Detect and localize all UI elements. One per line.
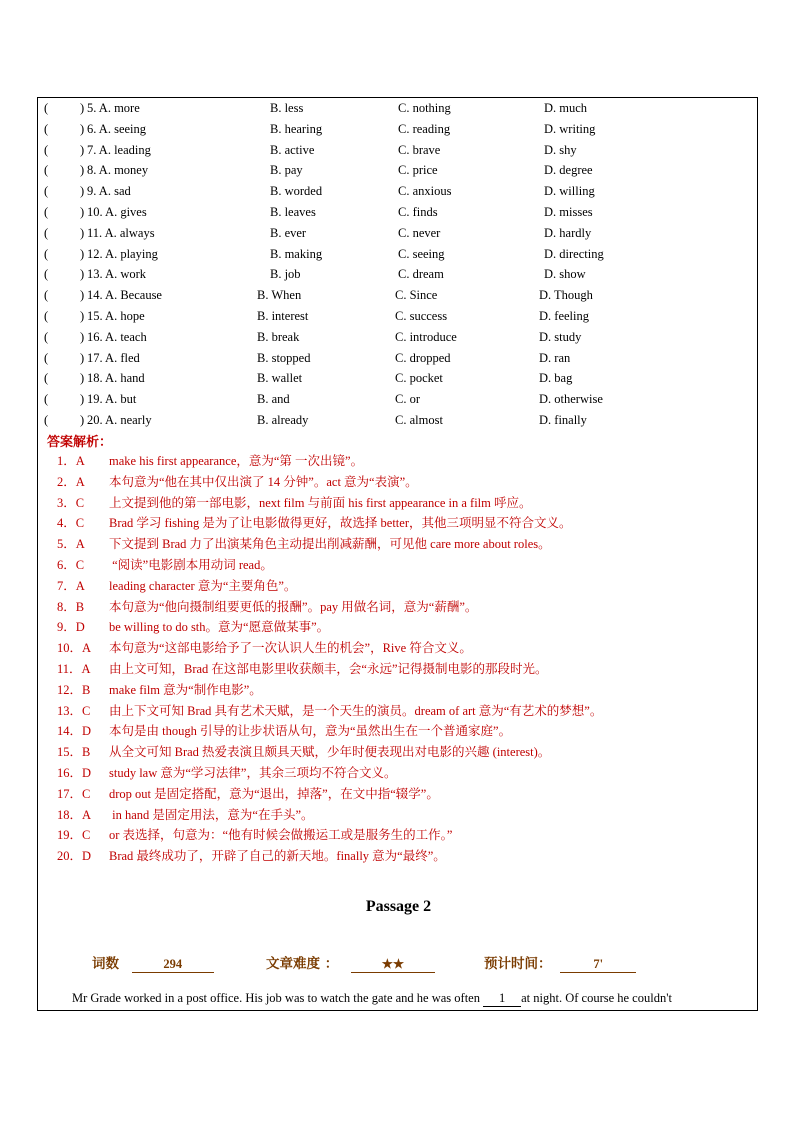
question-row bbox=[38, 264, 757, 285]
explanation-text: 本句意为“他向摄制组要更低的报酬”。pay 用做名词，意为“薪酬”。 bbox=[109, 599, 478, 614]
option-d: D. ran bbox=[539, 350, 571, 365]
explanation-text: 从全文可知 Brad 热爱表演且颇具天赋，少年时便表现出对电影的兴趣 (interest)。 bbox=[109, 745, 551, 760]
option-a: 5. A. more bbox=[87, 101, 140, 115]
explanation-text: leading character 意为“主要角色”。 bbox=[109, 578, 297, 593]
option-d: D. study bbox=[539, 329, 582, 344]
explanation-number: 3．C bbox=[57, 495, 85, 510]
explanation-number: 12．B bbox=[57, 682, 91, 697]
paren: ( bbox=[44, 205, 49, 219]
option-b: B. ever bbox=[270, 225, 307, 240]
explanation-number: 18．A bbox=[57, 807, 92, 822]
answer-heading: 答案解析： bbox=[47, 435, 113, 450]
time-label: 预计时间： bbox=[484, 956, 552, 972]
option-c: C. finds bbox=[398, 205, 438, 219]
question-row bbox=[38, 410, 757, 431]
option-c: C. dream bbox=[398, 267, 444, 282]
option-a: 8. A. money bbox=[87, 163, 149, 178]
explanation-text: 下文提到 Brad 力了出演某角色主动提出削减薪酬，可见他 care more about roles。 bbox=[109, 537, 551, 552]
explanation-text: 上文提到他的第一部电影，next film 与前面 his first appearance in a film 呼应。 bbox=[109, 495, 532, 510]
explanation-number: 16．D bbox=[57, 766, 92, 780]
explanation-text: 本句意为“他在其中仅出演了 14 分钟”。act 意为“表演”。 bbox=[109, 474, 418, 489]
paren: ( bbox=[44, 371, 49, 386]
option-c: C. never bbox=[398, 225, 441, 240]
paren: ( bbox=[44, 163, 49, 178]
option-a: 7. A. leading bbox=[87, 142, 151, 157]
question-row bbox=[38, 202, 757, 223]
option-d: D. much bbox=[544, 101, 588, 115]
question-row bbox=[38, 223, 757, 244]
option-a: 6. A. seeing bbox=[87, 121, 147, 136]
option-d: D. hardly bbox=[544, 225, 592, 240]
option-a: 17. A. fled bbox=[87, 350, 140, 365]
option-c: C. Since bbox=[395, 288, 438, 303]
option-c: C. seeing bbox=[398, 246, 445, 261]
question-row bbox=[38, 244, 757, 265]
option-a: 11. A. always bbox=[87, 225, 155, 240]
question-row bbox=[38, 348, 757, 369]
explanation-number: 7．A bbox=[57, 578, 85, 593]
explanation-text: Brad 最终成功了，开辟了自己的新天地。finally 意为“最终”。 bbox=[109, 849, 446, 864]
option-a: 13. A. work bbox=[87, 267, 147, 282]
option-b: B. break bbox=[257, 329, 300, 344]
option-a: 19. A. but bbox=[87, 392, 137, 407]
word-count-value: 294 bbox=[132, 957, 214, 973]
explanation-text: in hand 是固定用法，意为“在手头”。 bbox=[109, 807, 314, 822]
explanation-text: 本句是由 though 引导的让步状语从句，意为“虽然出生在一个普通家庭”。 bbox=[109, 724, 512, 739]
explanation-row bbox=[57, 701, 602, 722]
close: ) bbox=[80, 184, 85, 199]
question-row bbox=[38, 327, 757, 348]
close: ) bbox=[80, 205, 85, 219]
option-d: D. writing bbox=[544, 121, 596, 136]
option-d: D. show bbox=[544, 267, 586, 282]
explanation-text: drop out 是固定搭配，意为“退出，掉落”，在文中指“辍学”。 bbox=[109, 786, 439, 801]
explanation-text: or 表选择，句意为：“他有时候会做搬运工或是服务生的工作。” bbox=[109, 828, 453, 843]
option-c: C. success bbox=[395, 309, 448, 323]
paren: ( bbox=[44, 142, 49, 157]
paren: ( bbox=[44, 309, 49, 323]
paren: ( bbox=[44, 350, 49, 365]
explanation-number: 11．A bbox=[57, 662, 91, 676]
explanation-row bbox=[57, 617, 329, 638]
close: ) bbox=[80, 121, 85, 136]
passage-text-after: at night. Of course he couldn't bbox=[521, 991, 672, 1005]
option-b: B. hearing bbox=[270, 121, 323, 136]
explanation-row bbox=[57, 680, 262, 701]
question-row bbox=[38, 160, 757, 181]
close: ) bbox=[80, 329, 85, 344]
explanation-row bbox=[57, 451, 363, 472]
option-b: B. making bbox=[270, 246, 323, 261]
question-row bbox=[38, 368, 757, 389]
paren: ( bbox=[44, 184, 49, 199]
option-a: 20. A. nearly bbox=[87, 413, 152, 427]
word-count bbox=[92, 952, 214, 973]
option-b: B. already bbox=[257, 413, 309, 427]
explanation-number: 5．A bbox=[57, 537, 85, 552]
explanation-number: 20．D bbox=[57, 849, 92, 864]
explanation-row bbox=[57, 555, 273, 576]
explanation-text: 由上下文可知 Brad 具有艺术天赋，是一个天生的演员。dream of art 意为“有艺术的梦想”。 bbox=[109, 703, 603, 718]
explanation-row bbox=[57, 721, 511, 742]
option-a: 18. A. hand bbox=[87, 371, 145, 386]
explanation-text: make film 意为“制作电影”。 bbox=[109, 682, 262, 697]
option-b: B. When bbox=[257, 288, 302, 303]
explanation-row bbox=[57, 576, 296, 597]
explanation-number: 8．B bbox=[57, 599, 85, 614]
option-b: B. active bbox=[270, 142, 315, 157]
explanation-number: 14．D bbox=[57, 724, 92, 739]
option-c: C. brave bbox=[398, 142, 441, 157]
explanation-number: 1．A bbox=[57, 454, 85, 468]
explanation-number: 10．A bbox=[57, 641, 92, 656]
explanation-row bbox=[57, 742, 550, 763]
close: ) bbox=[80, 142, 85, 157]
explanation-row bbox=[57, 597, 477, 618]
option-d: D. shy bbox=[544, 142, 577, 157]
difficulty-stars: ★★ bbox=[351, 956, 435, 973]
time-value: 7' bbox=[560, 957, 636, 973]
option-c: C. almost bbox=[395, 413, 443, 427]
paren: ( bbox=[44, 392, 49, 407]
explanation-row bbox=[57, 784, 439, 805]
explanation-number: 19．C bbox=[57, 828, 91, 843]
blank-1: 1 bbox=[483, 991, 521, 1007]
close: ) bbox=[80, 309, 85, 323]
option-b: B. worded bbox=[270, 184, 323, 199]
passage-text-before: Mr Grade worked in a post office. His job was to watch the gate and he was often bbox=[72, 991, 480, 1005]
option-a: 16. A. teach bbox=[87, 329, 147, 344]
explanation-row bbox=[57, 805, 314, 826]
option-a: 15. A. hope bbox=[87, 309, 145, 323]
option-d: D. Though bbox=[539, 288, 593, 303]
option-c: C. introduce bbox=[395, 329, 457, 344]
document-frame bbox=[37, 97, 758, 1011]
explanation-row bbox=[57, 472, 418, 493]
option-d: D. otherwise bbox=[539, 392, 603, 407]
question-row bbox=[38, 140, 757, 161]
explanation-text: study law 意为“学习法律”，其余三项均不符合文义。 bbox=[109, 766, 397, 780]
option-c: C. or bbox=[395, 392, 420, 407]
close: ) bbox=[80, 246, 85, 261]
close: ) bbox=[80, 371, 85, 386]
explanation-row bbox=[57, 493, 532, 514]
explanation-text: be willing to do sth。意为“愿意做某事”。 bbox=[109, 620, 330, 635]
explanation-number: 4．C bbox=[57, 516, 85, 531]
option-d: D. finally bbox=[539, 413, 587, 427]
option-b: B. leaves bbox=[270, 205, 316, 219]
option-a: 14. A. Because bbox=[87, 288, 162, 303]
option-b: B. less bbox=[270, 101, 304, 115]
option-a: 9. A. sad bbox=[87, 184, 131, 199]
option-b: B. and bbox=[257, 392, 290, 407]
paren: ( bbox=[44, 246, 49, 261]
question-row bbox=[38, 181, 757, 202]
paren: ( bbox=[44, 121, 49, 136]
paren: ( bbox=[44, 267, 49, 282]
option-a: 10. A. gives bbox=[87, 205, 147, 219]
option-d: D. bag bbox=[539, 371, 573, 386]
option-d: D. feeling bbox=[539, 309, 589, 323]
option-d: D. willing bbox=[544, 184, 595, 199]
explanation-text: 由上文可知，Brad 在这部电影里收获颇丰，会“永远”记得摄制电影的那段时光。 bbox=[109, 662, 548, 676]
passage-title: Passage 2 bbox=[365, 898, 432, 915]
option-b: B. interest bbox=[257, 309, 309, 323]
explanation-row bbox=[57, 763, 396, 784]
word-count-label: 词数 bbox=[92, 956, 119, 972]
close: ) bbox=[80, 101, 85, 115]
close: ) bbox=[80, 163, 85, 178]
option-a: 12. A. playing bbox=[87, 246, 158, 261]
close: ) bbox=[80, 267, 85, 282]
option-c: C. dropped bbox=[395, 350, 451, 365]
explanation-row bbox=[57, 534, 551, 555]
explanation-text: 本句意为“这部电影给予了一次认识人生的机会”，Rive 符合文义。 bbox=[109, 641, 472, 656]
option-c: C. pocket bbox=[395, 371, 443, 386]
explanation-number: 6．C bbox=[57, 558, 85, 572]
option-c: C. anxious bbox=[398, 184, 452, 199]
option-b: B. wallet bbox=[257, 371, 303, 386]
explanation-row bbox=[57, 825, 452, 846]
explanation-number: 13．C bbox=[57, 703, 91, 718]
option-d: D. directing bbox=[544, 246, 604, 261]
option-b: B. job bbox=[270, 267, 301, 282]
paren: ( bbox=[44, 101, 49, 115]
paren: ( bbox=[44, 225, 49, 240]
option-d: D. degree bbox=[544, 163, 593, 178]
question-row bbox=[38, 98, 757, 119]
explanation-text: Brad 学习 fishing 是为了让电影做得更好，故选择 better，其他三项明显不符合文义。 bbox=[109, 516, 572, 531]
explanation-number: 15．B bbox=[57, 745, 91, 760]
paren: ( bbox=[44, 413, 49, 427]
difficulty-label: 文章难度 ： bbox=[266, 956, 339, 972]
paren: ( bbox=[44, 288, 49, 303]
paren: ( bbox=[44, 329, 49, 344]
close: ) bbox=[80, 392, 85, 407]
option-d: D. misses bbox=[544, 205, 593, 219]
option-b: B. stopped bbox=[257, 350, 311, 365]
explanation-row bbox=[57, 513, 571, 534]
close: ) bbox=[80, 288, 85, 303]
option-c: C. reading bbox=[398, 121, 451, 136]
option-b: B. pay bbox=[270, 163, 303, 178]
estimated-time bbox=[484, 952, 636, 973]
difficulty bbox=[266, 952, 435, 973]
question-row bbox=[38, 389, 757, 410]
close: ) bbox=[80, 413, 85, 427]
explanation-text: “阅读”电影剧本用动词 read。 bbox=[109, 558, 273, 572]
passage-text bbox=[72, 991, 672, 1007]
explanation-row bbox=[57, 846, 446, 867]
question-row bbox=[38, 306, 757, 327]
explanation-text: make his first appearance，意为“第 一次出镜”。 bbox=[109, 454, 364, 468]
explanation-number: 9．D bbox=[57, 620, 85, 635]
explanation-number: 2．A bbox=[57, 474, 85, 489]
close: ) bbox=[80, 350, 85, 365]
question-row bbox=[38, 119, 757, 140]
option-c: C. price bbox=[398, 163, 438, 178]
explanation-row bbox=[57, 638, 472, 659]
option-c: C. nothing bbox=[398, 101, 451, 115]
close: ) bbox=[80, 225, 85, 240]
explanation-number: 17．C bbox=[57, 786, 91, 801]
explanation-row bbox=[57, 659, 548, 680]
question-row bbox=[38, 285, 757, 306]
